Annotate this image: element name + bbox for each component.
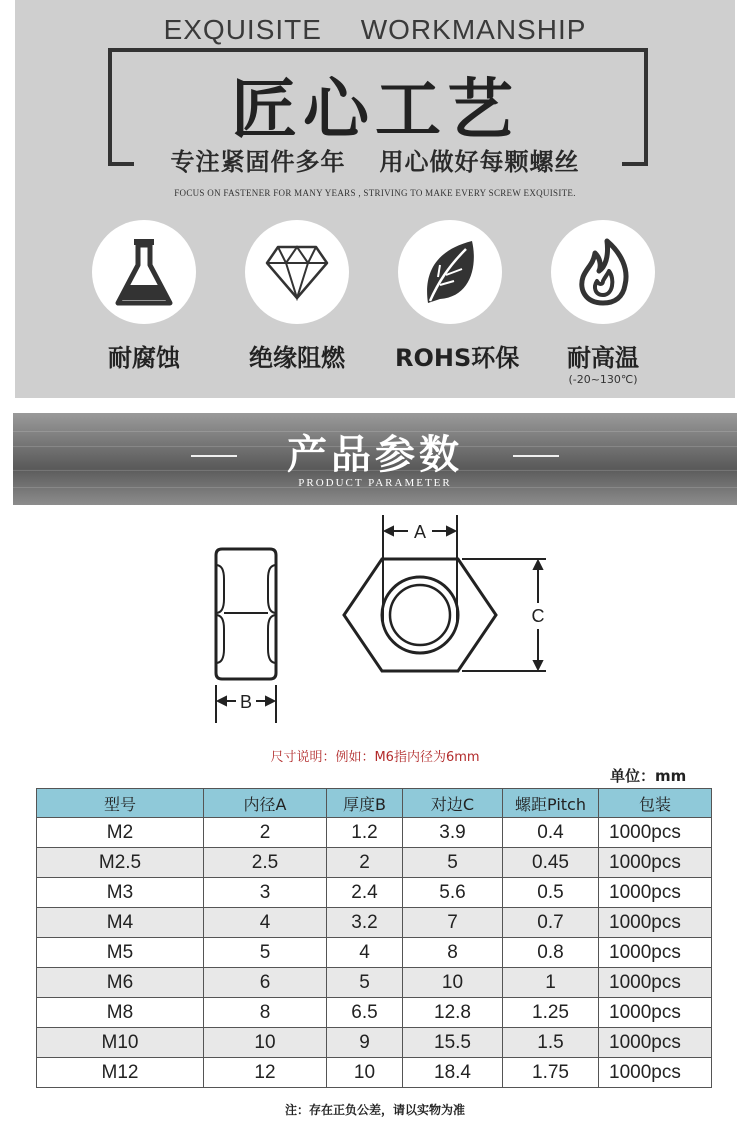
column-header: 包装 [599,789,712,818]
product-parameter-header [13,413,737,505]
table-row [37,908,712,938]
workmanship-banner [15,0,735,398]
table-cell: 10 [204,1028,327,1058]
table-cell: M6 [37,968,204,998]
leaf-icon [418,237,482,307]
table-cell: 4 [204,908,327,938]
feature-label: ROHS环保 [395,344,520,372]
table-row [37,938,712,968]
table-cell: 6.5 [327,998,403,1028]
table-row [37,968,712,998]
feature-circle [245,220,349,324]
banner-english-title: EXQUISITE WORKMANSHIP [163,14,587,45]
table-row [37,998,712,1028]
table-cell: 1000pcs [599,938,712,968]
label-c: C [531,606,545,626]
feature-corrosion [89,220,199,373]
table-cell: 1000pcs [599,818,712,848]
table-cell: M4 [37,908,204,938]
table-cell: 0.45 [503,848,599,878]
column-header: 厚度B [327,789,403,818]
table-cell: M12 [37,1058,204,1088]
table-cell: 3.9 [403,818,503,848]
frame-line [108,48,648,52]
table-cell: M10 [37,1028,204,1058]
nut-side-view [216,549,276,679]
feature-heat-resistant [548,220,658,386]
nut-front-view [344,559,496,671]
label-b: B [239,692,253,712]
table-cell: 4 [327,938,403,968]
unit-label: 单位：mm [610,767,687,785]
dimension-note: 尺寸说明：例如：M6指内径为6mm [270,750,480,765]
table-cell: 0.7 [503,908,599,938]
column-header: 螺距Pitch [503,789,599,818]
table-cell: 6 [204,968,327,998]
table-row [37,818,712,848]
slogan-right: 用心做好每颗螺丝 [379,148,580,176]
diamond-icon [264,243,330,301]
table-header-row [37,789,712,818]
nut-drawing [0,505,750,740]
table-cell: 1.5 [503,1028,599,1058]
parameter-title: 产品参数 [287,431,463,478]
table-cell: 5 [327,968,403,998]
feature-label: 耐腐蚀 [108,344,180,372]
table-cell: 2 [327,848,403,878]
flame-icon [575,237,631,307]
flask-icon [114,237,174,307]
table-cell: 3 [204,878,327,908]
table-cell: 12.8 [403,998,503,1028]
table-cell: M2.5 [37,848,204,878]
feature-rohs [395,220,520,373]
banner-small-text: FOCUS ON FASTENER FOR MANY YEARS , STRIVING TO MAKE EVERY SCREW EXQUISITE. [174,188,576,198]
table-cell: 7 [403,908,503,938]
table-cell: 10 [403,968,503,998]
table-cell: 1 [503,968,599,998]
feature-label: 耐高温 [567,344,639,372]
banner-chinese-title: 匠心工艺 [231,71,519,148]
tolerance-footnote: 注：存在正负公差，请以实物为准 [284,1103,465,1117]
table-cell: 1000pcs [599,1028,712,1058]
feature-insulation [242,220,352,373]
table-cell: 3.2 [327,908,403,938]
table-cell: 12 [204,1058,327,1088]
parameter-subtitle: PRODUCT PARAMETER [298,477,452,489]
table-cell: 1000pcs [599,908,712,938]
table-cell: 8 [204,998,327,1028]
nut-dimension-diagram [0,505,750,740]
table-row [37,878,712,908]
table-cell: 1.2 [327,818,403,848]
feature-label: 绝缘阻燃 [249,344,345,372]
table-cell: 8 [403,938,503,968]
banner-slogan [15,142,735,177]
feature-circle [92,220,196,324]
table-row [37,848,712,878]
table-cell: M2 [37,818,204,848]
table-cell: 10 [327,1058,403,1088]
table-cell: M8 [37,998,204,1028]
table-cell: 18.4 [403,1058,503,1088]
table-cell: 1000pcs [599,968,712,998]
table-cell: 1.25 [503,998,599,1028]
table-cell: 2.5 [204,848,327,878]
table-cell: M3 [37,878,204,908]
slogan-left: 专注紧固件多年 [170,148,346,176]
column-header: 内径A [204,789,327,818]
table-cell: 9 [327,1028,403,1058]
table-row [37,1058,712,1088]
table-cell: 2 [204,818,327,848]
table-cell: 15.5 [403,1028,503,1058]
table-cell: 1000pcs [599,1058,712,1088]
table-cell: 2.4 [327,878,403,908]
spec-table [36,788,712,1088]
column-header: 型号 [37,789,204,818]
table-cell: 5 [204,938,327,968]
table-cell: 1000pcs [599,998,712,1028]
feature-circle [551,220,655,324]
table-row [37,1028,712,1058]
label-a: A [413,522,427,542]
feature-temperature-range: (-20~130℃) [568,373,638,386]
table-cell: 1000pcs [599,878,712,908]
table-cell: 5 [403,848,503,878]
table-cell: 0.4 [503,818,599,848]
table-cell: 0.8 [503,938,599,968]
table-cell: 0.5 [503,878,599,908]
table-cell: 5.6 [403,878,503,908]
table-cell: M5 [37,938,204,968]
feature-circle [398,220,502,324]
column-header: 对边C [403,789,503,818]
table-cell: 1.75 [503,1058,599,1088]
table-cell: 1000pcs [599,848,712,878]
